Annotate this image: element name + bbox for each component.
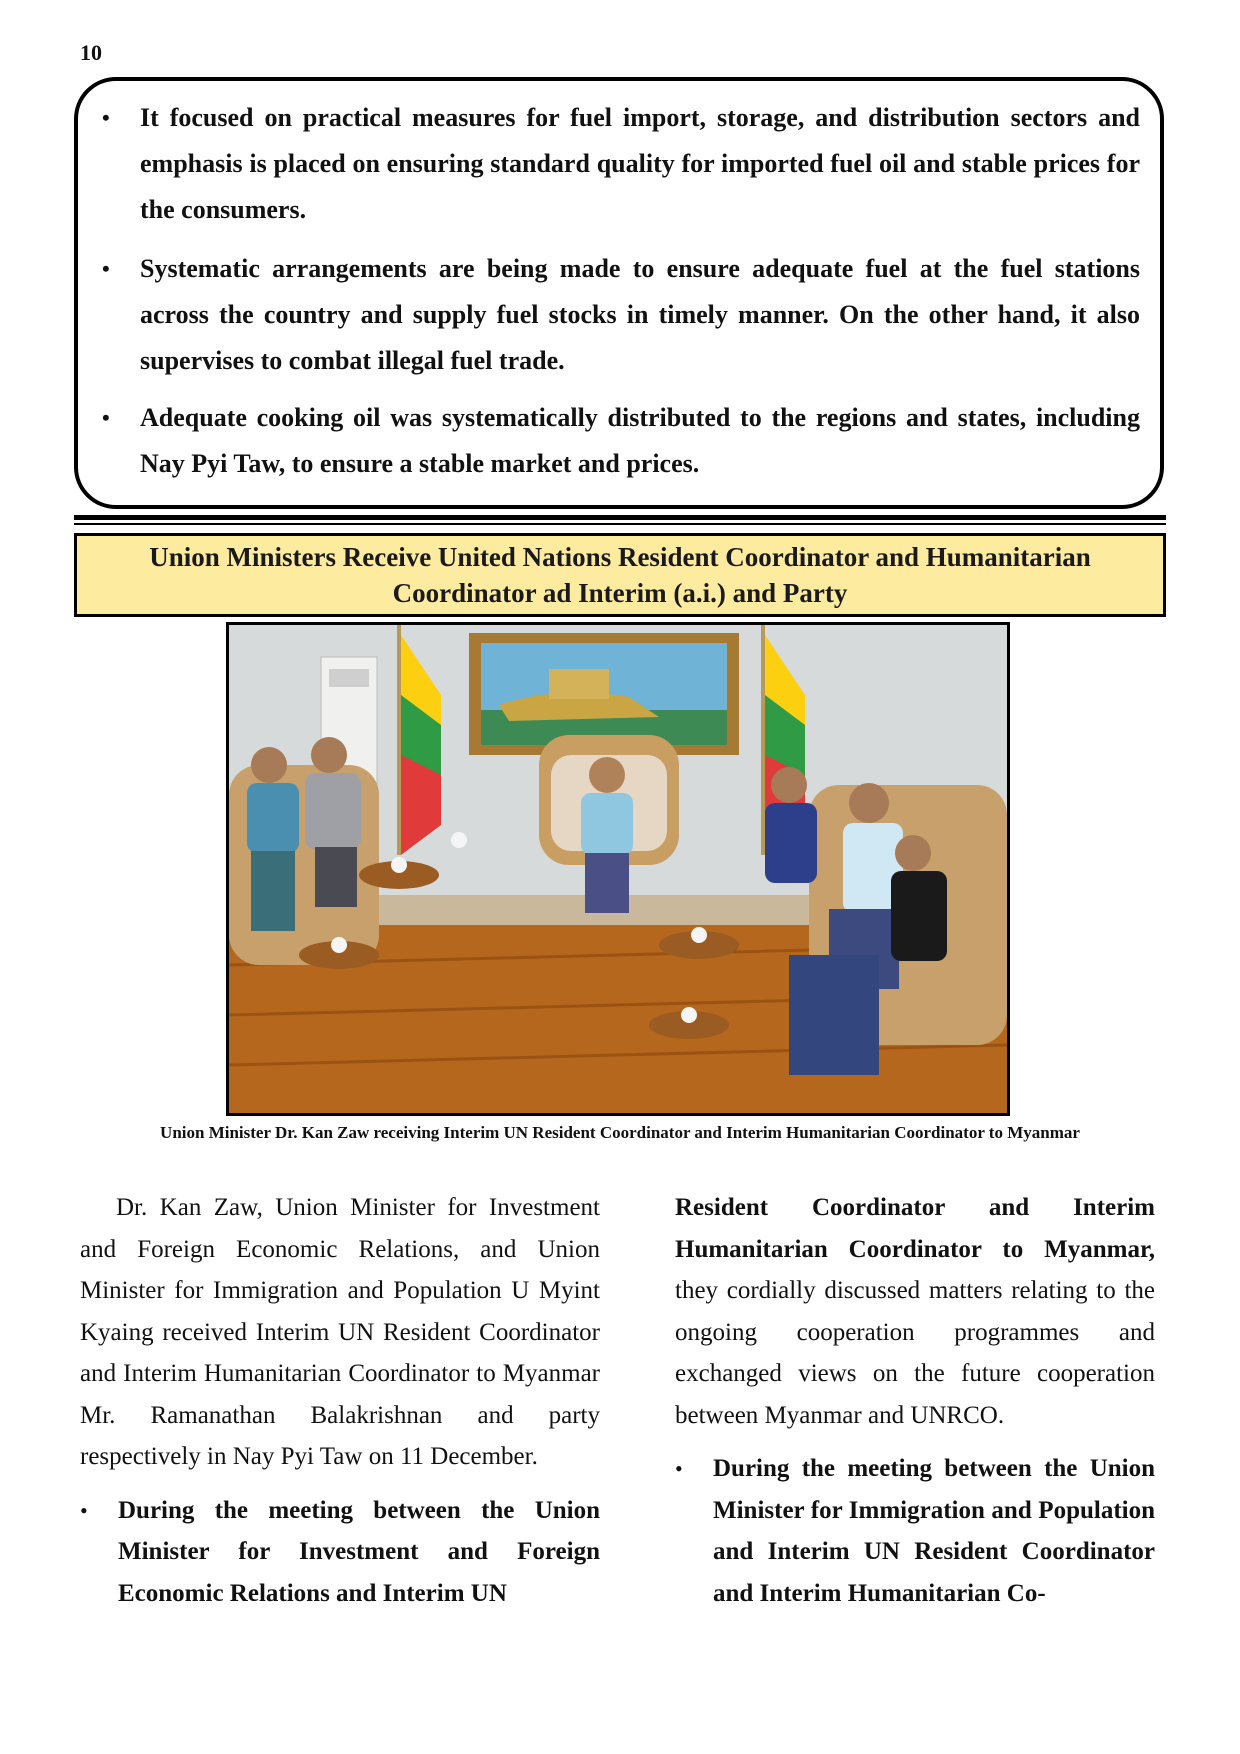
- article-headline: Union Ministers Receive United Nations Resident Coordinator and Humanitarian Coordinator ad Interim (a.i.) and Party: [149, 542, 1091, 608]
- article-bullet-1: • During the meeting between the Union Minister for Investment and Foreign Economic Relations and Interim UN: [80, 1490, 600, 1615]
- bullet-icon: •: [80, 1497, 88, 1523]
- article-intro: Dr. Kan Zaw, Union Minister for Investment and Foreign Economic Relations, and Union Minister for Immigration and Population U Myint Kyaing received Interim UN Resident Coordinator and Interim Humanitarian Coordinator to Myanmar Mr. Ramanathan Balakrishnan and party respectively in Nay Pyi Taw on 11 December.: [80, 1194, 600, 1470]
- section-divider: [74, 515, 1166, 520]
- article-bullet-1-continued: Resident Coordinator and Interim Humanitarian Coordinator to Myanmar, they cordially discussed matters relating to the ongoing cooperation programmes and exchanged views on the future cooperation between Myanmar and UNRCO.: [675, 1194, 1155, 1429]
- photo-caption: Union Minister Dr. Kan Zaw receiving Interim UN Resident Coordinator and Interim Humanitarian Coordinator to Myanmar: [160, 1123, 1080, 1142]
- section-divider-thin: [74, 523, 1166, 525]
- page-number: 10: [80, 40, 102, 65]
- summary-bullet-2: • Systematic arrangements are being made to ensure adequate fuel at the fuel stations across the country and supply fuel stocks in timely manner. On the other hand, it also supervises to combat illegal fuel trade.: [140, 246, 1140, 384]
- meeting-photo: [226, 622, 1010, 1116]
- bullet-icon: •: [102, 405, 110, 430]
- bullet-icon: •: [675, 1456, 683, 1481]
- summary-bullet-3: • Adequate cooking oil was systematically distributed to the regions and states, including Nay Pyi Taw, to ensure a stable market and prices.: [140, 395, 1140, 487]
- bullet-icon: •: [102, 256, 110, 281]
- article-bullet-2: • During the meeting between the Union Minister for Immigration and Population and Interim UN Resident Coordinator and Interim Humanitarian Co-: [675, 1448, 1155, 1614]
- bullet-icon: •: [102, 105, 110, 130]
- summary-box: [74, 77, 1164, 509]
- article-column-right: [675, 1187, 1155, 1614]
- headline-box: [74, 533, 1166, 617]
- article-column-left: [80, 1187, 600, 1614]
- summary-bullet-1: • It focused on practical measures for fuel import, storage, and distribution sectors and emphasis is placed on ensuring standard quality for imported fuel oil and stable prices for the consumers.: [140, 95, 1140, 233]
- meeting-photo-illustration: [229, 625, 1007, 1113]
